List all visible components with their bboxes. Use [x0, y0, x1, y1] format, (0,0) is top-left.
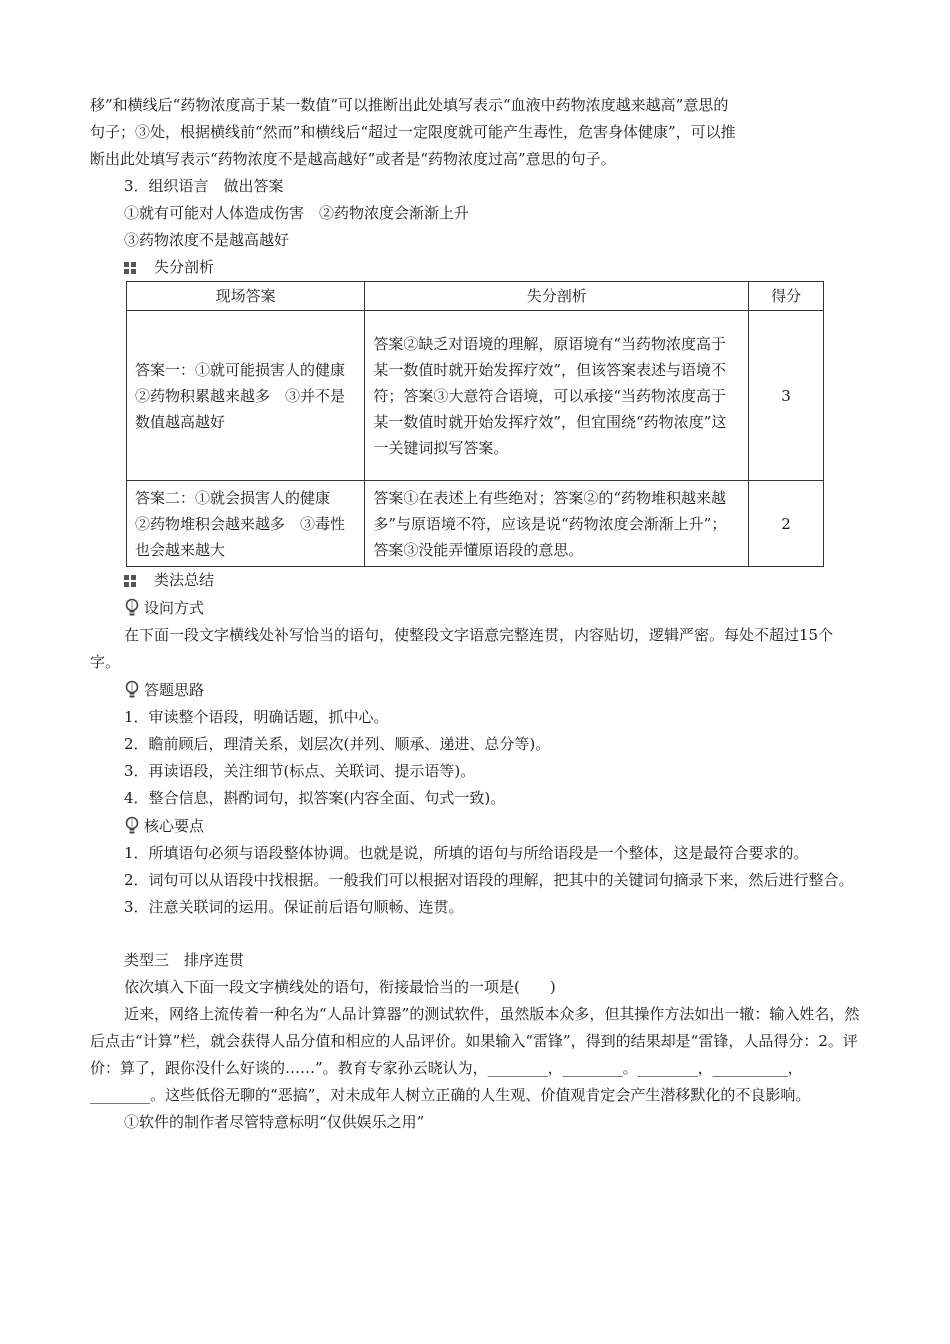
row1-score: 3: [749, 311, 824, 481]
question-method-heading: [90, 594, 860, 622]
loss-analysis-table: [126, 281, 824, 567]
list-item: 3．再读语段，关注细节(标点、关联词、提示语等)。: [124, 762, 476, 780]
table-header-row: [127, 282, 824, 311]
intro-line-3: 断出此处填写表示“药物浓度不是越高越好”或者是“药物浓度过高”意思的句子。: [90, 150, 616, 168]
grid-square-icon: [124, 575, 136, 587]
intro-line-1: 移”和横线后“药物浓度高于某一数值”可以推断出此处填写表示“血液中药物浓度越来越高”意思的: [90, 96, 729, 114]
question-method-text: 在下面一段文字横线处补写恰当的语句，使整段文字语意完整连贯，内容贴切，逻辑严密。每处不超过15个字。: [90, 626, 834, 671]
list-item: 1．所填语句必须与语段整体协调。也就是说，所填的语句与所给语段是一个整体，这是最符合要求的。: [124, 844, 809, 862]
type3-option-1: ①软件的制作者尽管特意标明“仅供娱乐之用”: [124, 1113, 425, 1131]
table-row: [127, 481, 824, 567]
row1-answer: 答案一：①就可能损害人的健康 ②药物积累越来越多 ③并不是数值越高越好: [127, 311, 365, 481]
type3-question: 依次填入下面一段文字横线处的语句，衔接最恰当的一项是( ): [124, 978, 556, 996]
header-answer: 现场答案: [127, 282, 365, 311]
grid-square-icon: [124, 262, 136, 274]
row1-analysis: 答案②缺乏对语境的理解，原语境有“当药物浓度高于某一数值时就开始发挥疗效”，但该答案表述与语境不符；答案③大意符合语境，可以承接“当药物浓度高于某一数值时就开始发挥疗效”，但宜围绕“药物浓度”这一关键词拟写答案。: [365, 311, 749, 481]
lightbulb-icon: [124, 598, 140, 618]
approach-title: 答题思路: [144, 681, 205, 699]
lightbulb-icon: [124, 680, 140, 700]
type3-title: 类型三 排序连贯: [124, 951, 245, 969]
row2-analysis: 答案①在表述上有些绝对；答案②的“药物堆积越来越多”与原语境不符，应该是说“药物浓度会渐渐上升”；答案③没能弄懂原语段的意思。: [365, 481, 749, 567]
key-points-title: 核心要点: [144, 817, 205, 835]
type3-passage: 近来，网络上流传着一种名为“人品计算器”的测试软件，虽然版本众多，但其操作方法如出一辙：输入姓名，然后点击“计算”栏，就会获得人品分值和相应的人品评价。如果输入“雷锋”，得到的结果却是“雷锋，人品得分：2。评价：算了，跟你没什么好谈的……”。教育专家孙云晓认为，________，________。________，__________，________。这些低俗无聊的“恶搞”，对未成年人树立正确的人生观、价值观肯定会产生潜移默化的不良影响。: [90, 1005, 860, 1104]
intro-line-2: 句子；③处，根据横线前“然而”和横线后“超过一定限度就可能产生毒性，危害身体健康”，可以推: [90, 123, 736, 141]
step3-answer-2: ③药物浓度不是越高越好: [124, 231, 290, 249]
list-item: 4．整合信息，斟酌词句，拟答案(内容全面、句式一致)。: [124, 789, 506, 807]
list-item: 1．审读整个语段，明确话题，抓中心。: [124, 708, 389, 726]
row2-score: 2: [749, 481, 824, 567]
lightbulb-icon: [124, 816, 140, 836]
step3-title: 3．组织语言 做出答案: [124, 177, 284, 195]
key-points-heading: [90, 812, 860, 840]
list-item: 3．注意关联词的运用。保证前后语句顺畅、连贯。: [124, 898, 464, 916]
header-analysis: 失分剖析: [365, 282, 749, 311]
question-method-title: 设问方式: [144, 599, 205, 617]
summary-title: 类法总结: [154, 571, 215, 589]
approach-heading: [90, 676, 860, 704]
document-content: [90, 92, 860, 1136]
step3-answer-1: ①就有可能对人体造成伤害 ②药物浓度会渐渐上升: [124, 204, 470, 222]
loss-analysis-title: 失分剖析: [154, 258, 215, 276]
header-score: 得分: [749, 282, 824, 311]
table-row: [127, 311, 824, 481]
list-item: 2．瞻前顾后，理清关系，划层次(并列、顺承、递进、总分等)。: [124, 735, 551, 753]
loss-analysis-heading: [90, 254, 860, 281]
summary-heading: [90, 567, 860, 594]
list-item: 2．词句可以从语段中找根据。一般我们可以根据对语段的理解，把其中的关键词句摘录下来，然后进行整合。: [124, 871, 854, 889]
row2-answer: 答案二：①就会损害人的健康 ②药物堆积会越来越多 ③毒性也会越来越大: [127, 481, 365, 567]
